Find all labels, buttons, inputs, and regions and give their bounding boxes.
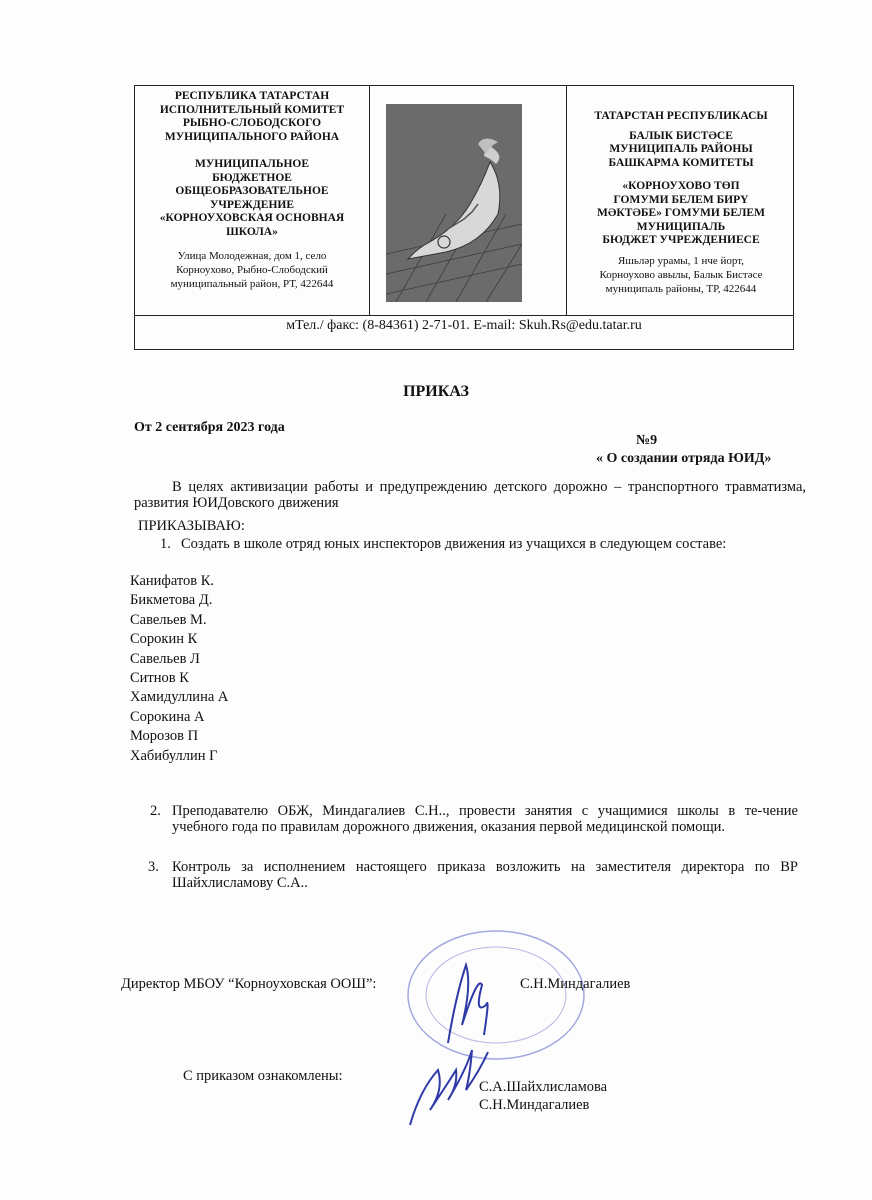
right-school-line: МӘКТӘБЕ» ГОМУМИ БЕЛЕМ: [597, 207, 765, 219]
letterhead: [134, 85, 794, 350]
member-list: [130, 572, 228, 766]
sturgeon-emblem-icon: [386, 104, 522, 302]
left-school-line: «КОРНОУХОВСКАЯ ОСНОВНАЯ: [159, 212, 345, 224]
left-org-line: ИСПОЛНИТЕЛЬНЫЙ КОМИТЕТ: [159, 103, 345, 116]
list-item: Савельев М.: [130, 611, 207, 628]
item-1-text: Создать в школе отряд юных инспекторов движения из учащихся в следующем составе:: [181, 536, 727, 552]
item-3-number: 3.: [148, 859, 159, 875]
intro-text: В целях активизации работы и предупреждению детского дорожно – транспортного травматизма, развития ЮИДовского движения: [134, 479, 806, 511]
list-item: Сорокин К: [130, 631, 198, 648]
list-item: Сорокина А: [130, 708, 205, 725]
item-3-text: Контроль за исполнением настоящего приказа возложить на заместителя директора по ВР Шайхлисламову С.А..: [172, 859, 798, 891]
order-word: ПРИКАЗЫВАЮ:: [138, 518, 245, 534]
right-school-line: БЮДЖЕТ УЧРЕЖДЕНИЕСЕ: [602, 234, 760, 246]
list-item: Морозов П: [130, 728, 199, 745]
order-number: №9: [636, 433, 658, 448]
order-subject: « О создании отряда ЮИД»: [596, 451, 772, 466]
right-school-line: ГОМУМИ БЕЛЕМ БИРҮ: [613, 193, 749, 206]
acknowledged-names: [479, 1078, 607, 1114]
list-item: С.А.Шайхлисламова: [479, 1079, 608, 1095]
acknowledged-label: С приказом ознакомлены:: [183, 1068, 343, 1084]
right-org-line: ТАТАРСТАН РЕСПУБЛИКАСЫ: [594, 110, 768, 122]
right-address-line: муниципаль районы, ТР, 422644: [605, 282, 757, 295]
right-org-line: БАЛЫК БИСТӘСЕ: [629, 129, 733, 142]
right-org-line: МУНИЦИПАЛЬ РАЙОНЫ: [609, 143, 753, 155]
item-2-number: 2.: [150, 803, 161, 819]
list-item: Савельев Л: [130, 650, 200, 667]
item-1-number: 1.: [160, 536, 171, 552]
list-item: Ситнов К: [130, 669, 189, 686]
list-item: Хамидуллина А: [130, 689, 229, 706]
list-item: С.Н.Миндагалиев: [479, 1097, 590, 1113]
left-org-line: МУНИЦИПАЛЬНОГО РАЙОНА: [164, 130, 340, 143]
left-org-line: РЕСПУБЛИКА ТАТАРСТАН: [174, 90, 330, 102]
document-title: ПРИКАЗ: [403, 383, 469, 400]
left-school-line: БЮДЖЕТНОЕ: [212, 171, 292, 184]
left-school-line: ШКОЛА»: [226, 225, 278, 238]
right-school-line: МУНИЦИПАЛЬ: [636, 220, 726, 233]
right-address-line: Корноухово авылы, Балык Бистәсе: [599, 268, 763, 281]
left-school-line: УЧРЕЖДЕНИЕ: [209, 198, 295, 211]
order-date: От 2 сентября 2023 года: [134, 420, 285, 435]
list-item: Бикметова Д.: [130, 592, 213, 609]
left-address-line: муниципальный район, РТ, 422644: [170, 278, 334, 290]
list-item: Канифатов К.: [130, 573, 215, 589]
right-address-line: Яшьләр урамы, 1 нче йорт,: [618, 254, 744, 267]
director-label: Директор МБОУ “Корноуховская ООШ”:: [121, 976, 377, 992]
left-org-line: РЫБНО-СЛОБОДСКОГО: [182, 117, 322, 129]
item-2-text: Преподавателю ОБЖ, Миндагалиев С.Н.., провести занятия с учащимися школы в те-чение учебного года по правилам дорожного движения, оказания первой медицинской помощи.: [172, 803, 798, 835]
director-name: С.Н.Миндагалиев: [520, 976, 631, 992]
right-school-line: «КОРНОУХОВО ТӨП: [622, 180, 740, 192]
right-org-line: БАШКАРМА КОМИТЕТЫ: [608, 156, 754, 169]
list-item: Хабибуллин Г: [130, 747, 218, 764]
letterhead-right: [571, 110, 791, 296]
letterhead-left: [139, 90, 365, 291]
contact-line: мТел./ факс: (8-84361) 2-71-01. E-mail: Skuh.Rs@edu.tatar.ru: [286, 318, 642, 333]
left-school-line: МУНИЦИПАЛЬНОЕ: [194, 158, 310, 170]
intro-paragraph: [134, 479, 806, 511]
left-school-line: ОБЩЕОБРАЗОВАТЕЛЬНОЕ: [175, 185, 329, 197]
left-address-line: Улица Молодежная, дом 1, село: [177, 250, 327, 262]
left-address-line: Корноухово, Рыбно-Слободский: [176, 264, 328, 276]
